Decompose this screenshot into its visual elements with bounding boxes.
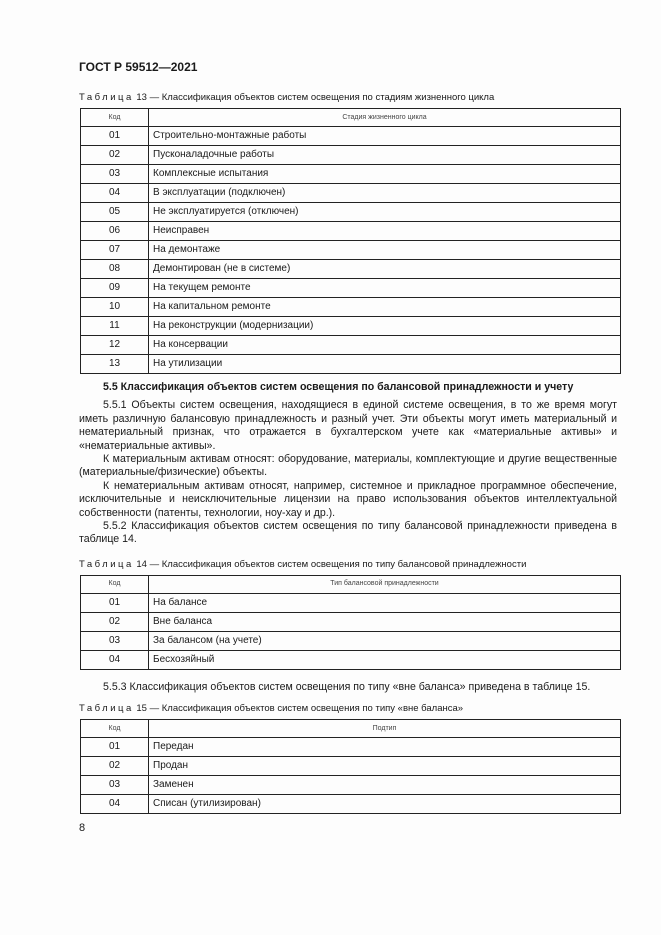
table-row [81,184,621,203]
table-label: Таблица [79,92,134,103]
code-cell: 11 [81,317,149,336]
description-cell: На текущем ремонте [149,279,621,298]
description-cell: В эксплуатации (подключен) [149,184,621,203]
column-header: Код [81,109,149,127]
table-row [81,127,621,146]
description-cell: Списан (утилизирован) [149,795,621,814]
table-row [81,146,621,165]
code-cell: 01 [81,127,149,146]
table-header-row [81,109,621,127]
code-cell: 06 [81,222,149,241]
description-cell: На демонтаже [149,241,621,260]
section-heading: 5.5 Классификация объектов систем освещения по балансовой принадлежности и учету [103,381,574,393]
description-cell: Передан [149,738,621,757]
description-cell: Пусконаладочные работы [149,146,621,165]
document-header: ГОСТ Р 59512—2021 [79,60,198,74]
code-cell: 04 [81,650,149,669]
table-row [81,631,621,650]
column-header: Стадия жизненного цикла [149,109,621,127]
table-15 [80,719,621,814]
description-cell: Заменен [149,776,621,795]
table-row [81,298,621,317]
table-row [81,241,621,260]
description-cell: Бесхозяйный [149,650,621,669]
code-cell: 08 [81,260,149,279]
table-row [81,593,621,612]
description-cell: На балансе [149,593,621,612]
table-row [81,776,621,795]
code-cell: 07 [81,241,149,260]
caption-text: 14 — Классификация объектов систем освещения по типу балансовой принадлежности [136,558,527,570]
code-cell: 03 [81,631,149,650]
code-cell: 01 [81,593,149,612]
description-cell: Комплексные испытания [149,165,621,184]
page-number: 8 [79,822,86,835]
code-cell: 13 [81,355,149,374]
description-cell: Вне баланса [149,612,621,631]
code-cell: 05 [81,203,149,222]
table-row [81,203,621,222]
table-header-row [81,575,621,593]
table-13 [80,108,621,374]
table-label: Таблица [79,703,134,715]
column-header: Код [81,575,149,593]
table-row [81,757,621,776]
description-cell: На утилизации [149,355,621,374]
table-row [81,650,621,669]
description-cell: За балансом (на учете) [149,631,621,650]
table-row [81,336,621,355]
table-15-caption [79,703,620,715]
column-header: Код [81,720,149,738]
code-cell: 03 [81,165,149,184]
code-cell: 02 [81,146,149,165]
code-cell: 01 [81,738,149,757]
column-header: Подтип [149,720,621,738]
table-row [81,612,621,631]
description-cell: На капитальном ремонте [149,298,621,317]
code-cell: 09 [81,279,149,298]
paragraph: 5.5.3 Классификация объектов систем освещения по типу «вне баланса» приведена в таблице 15. [103,680,591,693]
table-label: Таблица [79,558,134,570]
table-header-row [81,720,621,738]
code-cell: 02 [81,757,149,776]
paragraph: К нематериальным активам относят, например, системное и прикладное программное обеспечение, исключительные и неисключительные лицензии на право использования объектов интеллектуальной собственности (патенты, технологии, ноу-хау и др.). [79,479,617,519]
section-5-5 [79,381,617,547]
table-row [81,222,621,241]
table-13-caption [79,92,620,104]
code-cell: 10 [81,298,149,317]
code-cell: 04 [81,184,149,203]
table-row [81,317,621,336]
table-14-caption [79,559,620,571]
paragraph: К материальным активам относят: оборудование, материалы, комплектующие и другие вещественные (материальные/физические) объекты. [79,453,617,479]
description-cell: Неисправен [149,222,621,241]
caption-text: 13 — Классификация объектов систем освещения по стадиям жизненного цикла [136,92,495,103]
code-cell: 03 [81,776,149,795]
code-cell: 02 [81,612,149,631]
paragraph: 5.5.1 Объекты систем освещения, находящиеся в единой системе освещения, в то же время могут иметь различную балансовую принадлежность и разный учет. Эти объекты могут иметь материальный и нематериальный признак, что отражается в бухгалтерском учете как «материальные активы» и «нематериальные активы». [79,399,617,452]
table-row [81,355,621,374]
table-row [81,279,621,298]
description-cell: Демонтирован (не в системе) [149,260,621,279]
code-cell: 12 [81,336,149,355]
description-cell: Строительно-монтажные работы [149,127,621,146]
table-row [81,795,621,814]
description-cell: На консервации [149,336,621,355]
column-header: Тип балансовой принадлежности [149,575,621,593]
description-cell: На реконструкции (модернизации) [149,317,621,336]
code-cell: 04 [81,795,149,814]
table-row [81,165,621,184]
description-cell: Продан [149,757,621,776]
paragraph-5-5-3 [79,681,617,694]
table-row [81,260,621,279]
table-row [81,738,621,757]
caption-text: 15 — Классификация объектов систем освещения по типу «вне баланса» [136,703,464,715]
table-14 [80,575,621,670]
description-cell: Не эксплуатируется (отключен) [149,203,621,222]
paragraph: 5.5.2 Классификация объектов систем освещения по типу балансовой принадлежности приведена в таблице 14. [79,520,617,546]
